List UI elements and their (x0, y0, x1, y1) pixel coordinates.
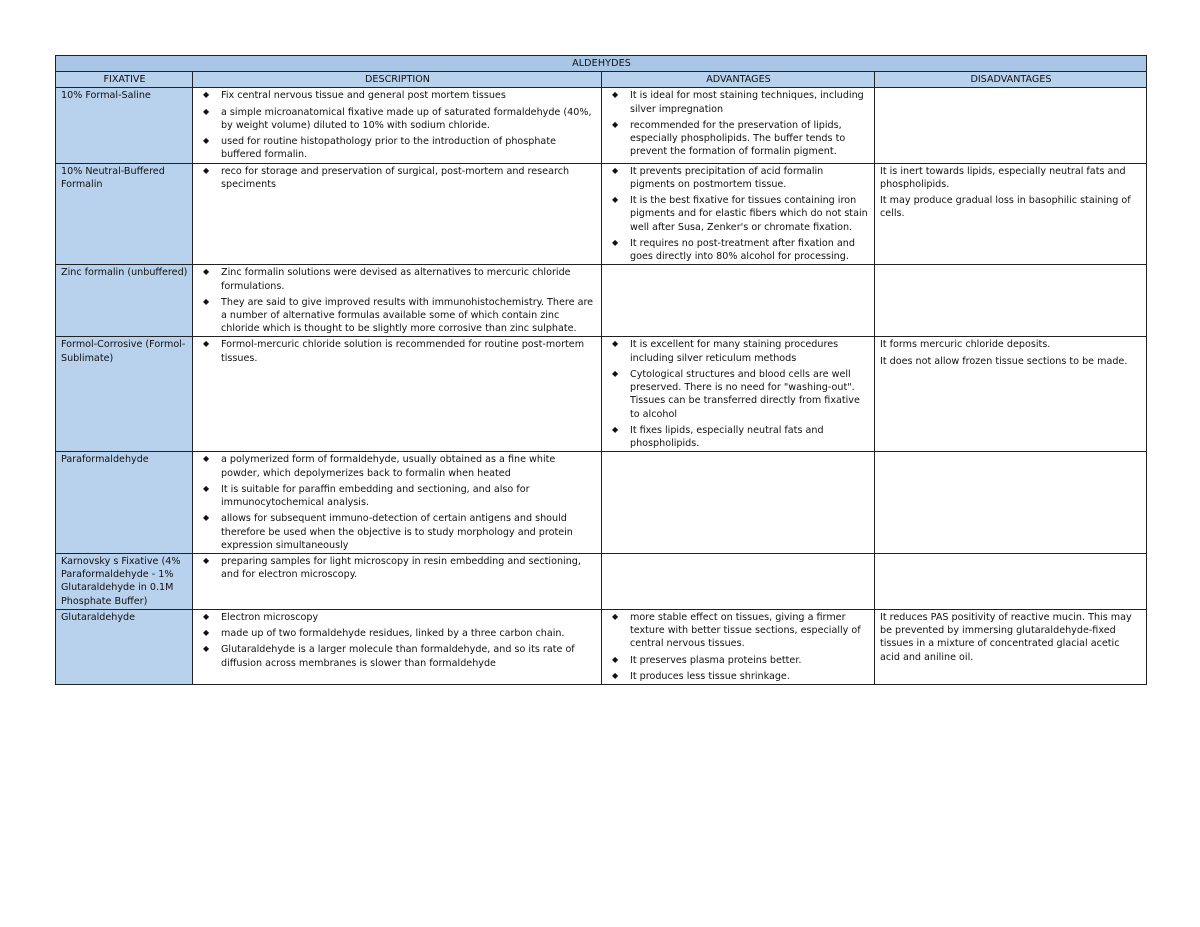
list-item (198, 338, 597, 364)
description-text: Formol-mercuric chloride solution is recommended for routine post-mortem tissues. (221, 339, 585, 364)
list-item (607, 424, 870, 450)
diamond-bullet-icon: ◆ (203, 165, 210, 175)
column-header-description: DESCRIPTION (193, 72, 602, 88)
fixative-name: 10% Formal-Saline (56, 88, 193, 163)
diamond-bullet-icon: ◆ (203, 555, 210, 565)
advantages-text: It preserves plasma proteins better. (630, 654, 802, 666)
diamond-bullet-icon: ◆ (203, 136, 210, 146)
fixative-name: Zinc formalin (unbuffered) (56, 265, 193, 337)
list-item (607, 654, 870, 667)
description-list (198, 555, 597, 581)
table-row (56, 452, 1147, 554)
description-text: Glutaraldehyde is a larger molecule than formaldehyde, and so its rate of diffusion across membranes is slower than formaldehyde (221, 644, 575, 669)
list-item (198, 555, 597, 581)
table-body (56, 88, 1147, 685)
description-cell (193, 452, 602, 554)
advantages-cell (602, 452, 875, 554)
list-item (198, 643, 597, 669)
advantages-cell (602, 609, 875, 684)
list-item (198, 453, 597, 479)
advantages-list (607, 338, 870, 450)
description-list (198, 89, 597, 161)
advantages-text: It is excellent for many staining procedures including silver reticulum methods (630, 339, 839, 364)
diamond-bullet-icon: ◆ (203, 90, 210, 100)
advantages-text: It fixes lipids, especially neutral fats and phospholipids. (630, 424, 824, 450)
diamond-bullet-icon: ◆ (612, 165, 619, 175)
diamond-bullet-icon: ◆ (203, 267, 210, 277)
column-header-disadvantages: DISADVANTAGES (875, 72, 1147, 88)
diamond-bullet-icon: ◆ (612, 195, 619, 205)
advantages-list (607, 165, 870, 264)
description-text: They are said to give improved results with immunohistochemistry. There are a number of alternative formulas available some of which contain zinc chloride which is thought to be slightly more corrosive than zinc sulphate. (221, 296, 594, 335)
disadvantages-text: It may produce gradual loss in basophilic staining of cells. (880, 195, 1131, 220)
description-list (198, 165, 597, 191)
diamond-bullet-icon: ◆ (612, 237, 619, 247)
advantages-text: Cytological structures and blood cells are well preserved. There is no need for "washing-out". Tissues can be transferred directly from fixative to alcohol (630, 368, 860, 420)
diamond-bullet-icon: ◆ (203, 628, 210, 638)
description-text: a polymerized form of formaldehyde, usually obtained as a fine white powder, which depolymerizes back to formalin when heated (221, 454, 556, 479)
description-text: Electron microscopy (221, 611, 319, 623)
diamond-bullet-icon: ◆ (612, 654, 619, 664)
diamond-bullet-icon: ◆ (612, 424, 619, 434)
advantages-list (607, 89, 870, 158)
table-row (56, 553, 1147, 609)
description-cell (193, 265, 602, 337)
disadvantages-cell (875, 452, 1147, 554)
fixative-name: Formol-Corrosive (Formol-Sublimate) (56, 337, 193, 452)
advantages-cell (602, 265, 875, 337)
description-text: made up of two formaldehyde residues, linked by a three carbon chain. (221, 628, 565, 640)
diamond-bullet-icon: ◆ (203, 454, 210, 464)
disadvantages-text: It reduces PAS positivity of reactive mucin. This may be prevented by immersing glutaraldehyde-fixed tissues in a mixture of concentrated glacial acetic acid and aniline oil. (880, 611, 1132, 663)
description-text: It is suitable for paraffin embedding and sectioning, and also for immunocytochemical analysis. (221, 483, 530, 509)
description-list (198, 453, 597, 552)
list-item (198, 627, 597, 640)
advantages-text: recommended for the preservation of lipids, especially phospholipids. The buffer tends to prevent the formation of formalin pigment. (630, 119, 846, 158)
description-list (198, 611, 597, 670)
description-cell (193, 553, 602, 609)
list-item (607, 194, 870, 234)
list-item (607, 237, 870, 263)
description-text: Zinc formalin solutions were devised as alternatives to mercuric chloride formulations. (221, 267, 571, 292)
column-header-fixative: FIXATIVE (56, 72, 193, 88)
description-text: Fix central nervous tissue and general post mortem tissues (221, 90, 506, 102)
diamond-bullet-icon: ◆ (612, 611, 619, 621)
diamond-bullet-icon: ◆ (203, 339, 210, 349)
diamond-bullet-icon: ◆ (203, 296, 210, 306)
description-text: reco for storage and preservation of surgical, post-mortem and research speciments (221, 165, 570, 190)
description-list (198, 266, 597, 335)
diamond-bullet-icon: ◆ (203, 483, 210, 493)
list-item (607, 368, 870, 421)
list-item (198, 266, 597, 292)
table-title-row (56, 56, 1147, 72)
disadvantages-cell (875, 88, 1147, 163)
table-row (56, 265, 1147, 337)
table-row (56, 163, 1147, 265)
disadvantages-text: It forms mercuric chloride deposits. (880, 339, 1051, 351)
disadvantages-cell (875, 265, 1147, 337)
diamond-bullet-icon: ◆ (612, 119, 619, 129)
list-item (607, 338, 870, 364)
fixative-name: 10% Neutral-Buffered Formalin (56, 163, 193, 265)
diamond-bullet-icon: ◆ (612, 368, 619, 378)
advantages-text: more stable effect on tissues, giving a firmer texture with better tissue sections, especially of central nervous tissues. (630, 611, 861, 650)
diamond-bullet-icon: ◆ (612, 90, 619, 100)
list-item (198, 483, 597, 509)
aldehydes-table (55, 55, 1147, 685)
list-item (198, 512, 597, 552)
diamond-bullet-icon: ◆ (203, 611, 210, 621)
advantages-list (607, 611, 870, 683)
fixative-name: Karnovsky s Fixative (4% Paraformaldehyde - 1% Glutaraldehyde in 0.1M Phosphate Buffer) (56, 553, 193, 609)
table-row (56, 88, 1147, 163)
description-text: a simple microanatomical fixative made up of saturated formaldehyde (40%, by weight volume) diluted to 10% with sodium chloride. (221, 106, 592, 131)
list-item (607, 119, 870, 159)
description-cell (193, 163, 602, 265)
description-list (198, 338, 597, 364)
diamond-bullet-icon: ◆ (203, 106, 210, 116)
diamond-bullet-icon: ◆ (612, 670, 619, 680)
advantages-text: It prevents precipitation of acid formalin pigments on postmortem tissue. (630, 165, 824, 190)
description-cell (193, 88, 602, 163)
list-item (198, 89, 597, 102)
fixative-name: Glutaraldehyde (56, 609, 193, 684)
description-cell (193, 337, 602, 452)
disadvantages-cell (875, 163, 1147, 265)
advantages-text: It requires no post-treatment after fixation and goes directly into 80% alcohol for processing. (630, 237, 855, 263)
advantages-text: It produces less tissue shrinkage. (630, 670, 790, 682)
description-text: preparing samples for light microscopy in resin embedding and sectioning, and for electron microscopy. (221, 555, 581, 581)
advantages-cell (602, 163, 875, 265)
disadvantages-cell (875, 553, 1147, 609)
disadvantages-cell (875, 609, 1147, 684)
disadvantages-text: It is inert towards lipids, especially neutral fats and phospholipids. (880, 165, 1126, 190)
advantages-cell (602, 88, 875, 163)
table-row (56, 609, 1147, 684)
list-item (198, 106, 597, 132)
advantages-text: It is ideal for most staining techniques, including silver impregnation (630, 90, 864, 115)
table-title: ALDEHYDES (56, 56, 1147, 72)
table-row (56, 337, 1147, 452)
fixative-name: Paraformaldehyde (56, 452, 193, 554)
document-page (55, 55, 1146, 685)
list-item (198, 165, 597, 191)
list-item (607, 611, 870, 651)
diamond-bullet-icon: ◆ (612, 339, 619, 349)
list-item (607, 89, 870, 115)
list-item (198, 611, 597, 624)
list-item (607, 165, 870, 191)
advantages-cell (602, 553, 875, 609)
diamond-bullet-icon: ◆ (203, 513, 210, 523)
table-header-row (56, 72, 1147, 88)
advantages-cell (602, 337, 875, 452)
description-text: used for routine histopathology prior to the introduction of phosphate buffered formalin. (221, 136, 556, 161)
description-cell (193, 609, 602, 684)
column-header-advantages: ADVANTAGES (602, 72, 875, 88)
list-item (198, 135, 597, 161)
advantages-text: It is the best fixative for tissues containing iron pigments and for elastic fibers which do not stain well after Susa, Zenker's or chromate fixation. (630, 195, 868, 233)
disadvantages-text: It does not allow frozen tissue sections to be made. (880, 355, 1128, 367)
diamond-bullet-icon: ◆ (203, 644, 210, 654)
list-item (607, 670, 870, 683)
list-item (198, 296, 597, 336)
disadvantages-cell (875, 337, 1147, 452)
description-text: allows for subsequent immuno-detection of certain antigens and should therefore be used when the objective is to study morphology and protein expression simultaneously (221, 513, 573, 551)
